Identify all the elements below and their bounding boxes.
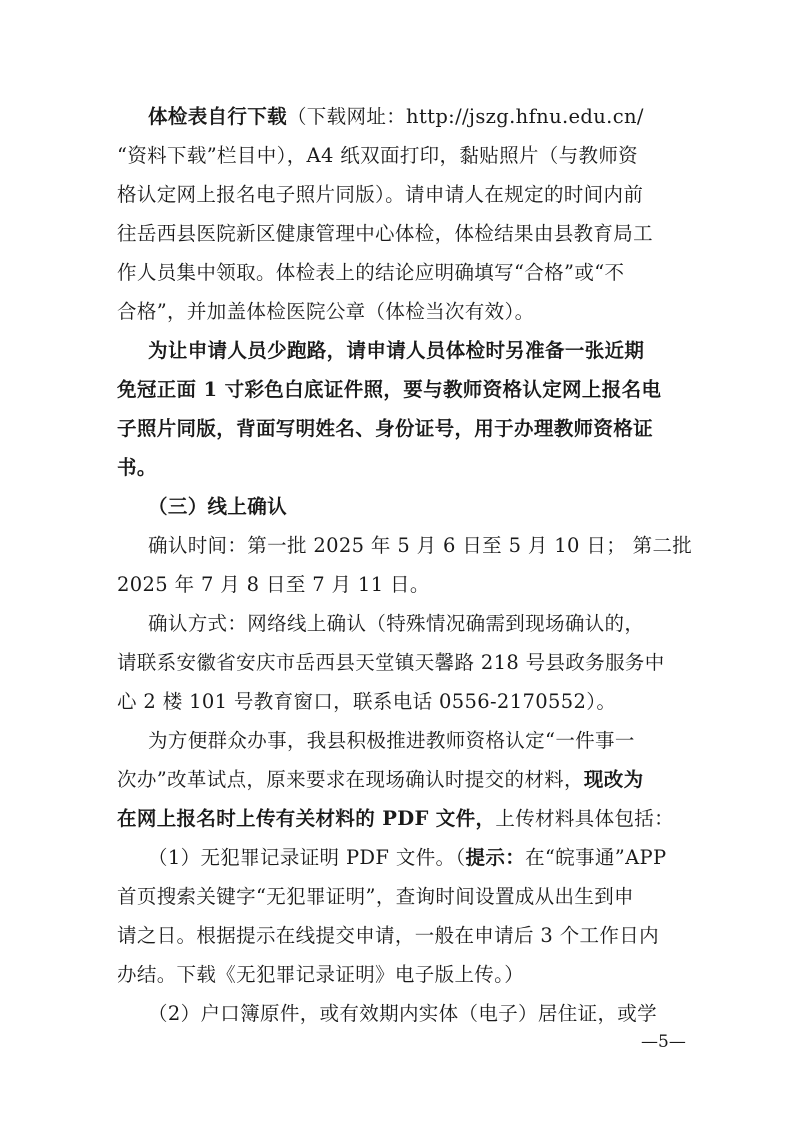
text-line xyxy=(148,848,666,868)
text-span: 心 2 楼 101 号教育窗口，联系电话 0556-2170552）。 xyxy=(117,690,617,713)
bold-text: 书。 xyxy=(117,456,157,479)
text-line xyxy=(117,146,638,166)
text-line xyxy=(117,224,653,244)
text-line xyxy=(117,185,643,205)
text-span: 上传材料具体包括： xyxy=(495,807,675,830)
text-span: 请之日。根据提示在线提交申请，一般在申请后 3 个工作日内 xyxy=(117,924,659,947)
text-span: 合格”，并加盖体检医院公章（体检当次有效）。 xyxy=(117,300,535,323)
text-line xyxy=(117,692,616,712)
text-line xyxy=(117,809,674,829)
text-line xyxy=(148,536,692,556)
text-line xyxy=(148,341,644,361)
text-line xyxy=(117,419,653,439)
text-span: 往岳西县医院新区健康管理中心体检，体检结果由县教育局工 xyxy=(117,222,653,245)
text-span: 为方便群众办事，我县积极推进教师资格认定“一件事一 xyxy=(148,729,635,752)
section-heading xyxy=(148,497,287,517)
text-line xyxy=(117,887,634,907)
text-line xyxy=(148,614,644,634)
text-span: 次办”改革试点，原来要求在现场确认时提交的材料， xyxy=(117,768,584,791)
bold-text: 提示： xyxy=(465,846,526,869)
text-span: 格认定网上报名电子照片同版）。请申请人在规定的时间内前 xyxy=(117,183,644,206)
text-span: 请联系安徽省安庆市岳西县天堂镇天馨路 218 号县政务服务中 xyxy=(117,651,665,674)
text-span: 确认时间：第一批 2025 年 5 月 6 日至 5 月 10 日； 第二批 xyxy=(148,534,693,557)
text-line xyxy=(148,107,644,127)
text-line xyxy=(117,770,643,790)
text-line xyxy=(148,731,635,751)
text-span: 确认方式：网络线上确认（特殊情况确需到现场确认的， xyxy=(148,612,645,635)
text-line xyxy=(117,926,659,946)
text-span: （2）户口簿原件，或有效期内实体（电子）居住证，或学 xyxy=(148,1002,658,1025)
text-span: 在“皖事通”APP xyxy=(525,846,667,869)
text-span: 作人员集中领取。体检表上的结论应明确填写“合格”或“不 xyxy=(117,261,625,284)
text-line xyxy=(117,263,624,283)
text-span: （1）无犯罪记录证明 PDF 文件。（ xyxy=(148,846,466,869)
text-line xyxy=(117,380,661,400)
bold-text: 为让申请人员少跑路，请申请人员体检时另准备一张近期 xyxy=(148,339,645,362)
text-line xyxy=(117,965,524,985)
heading-text: （三）线上确认 xyxy=(148,495,287,518)
bold-text: 在网上报名时上传有关材料的 PDF 文件， xyxy=(117,807,496,830)
bold-text: 体检表自行下载 xyxy=(148,105,287,128)
text-span: “资料下载”栏目中），A4 纸双面打印，黏贴照片（与教师资 xyxy=(117,144,639,167)
text-line xyxy=(117,458,157,478)
text-span: （下载网址：http://jszg.hfnu.edu.cn/ xyxy=(286,105,644,128)
text-span: 办结。下载《无犯罪记录证明》电子版上传。） xyxy=(117,963,525,986)
text-line xyxy=(117,302,534,322)
page-number: —5— xyxy=(641,1032,686,1052)
text-span: 首页搜索关键字“无犯罪证明”，查询时间设置成从出生到申 xyxy=(117,885,634,908)
bold-text: 子照片同版，背面写明姓名、身份证号，用于办理教师资格证 xyxy=(117,417,653,440)
text-line xyxy=(148,1004,657,1024)
text-span: 2025 年 7 月 8 日至 7 月 11 日。 xyxy=(117,573,430,596)
bold-text: 现改为 xyxy=(583,768,644,791)
text-line xyxy=(117,575,430,595)
text-line xyxy=(117,653,665,673)
bold-text: 免冠正面 1 寸彩色白底证件照，要与教师资格认定网上报名电 xyxy=(117,378,662,401)
